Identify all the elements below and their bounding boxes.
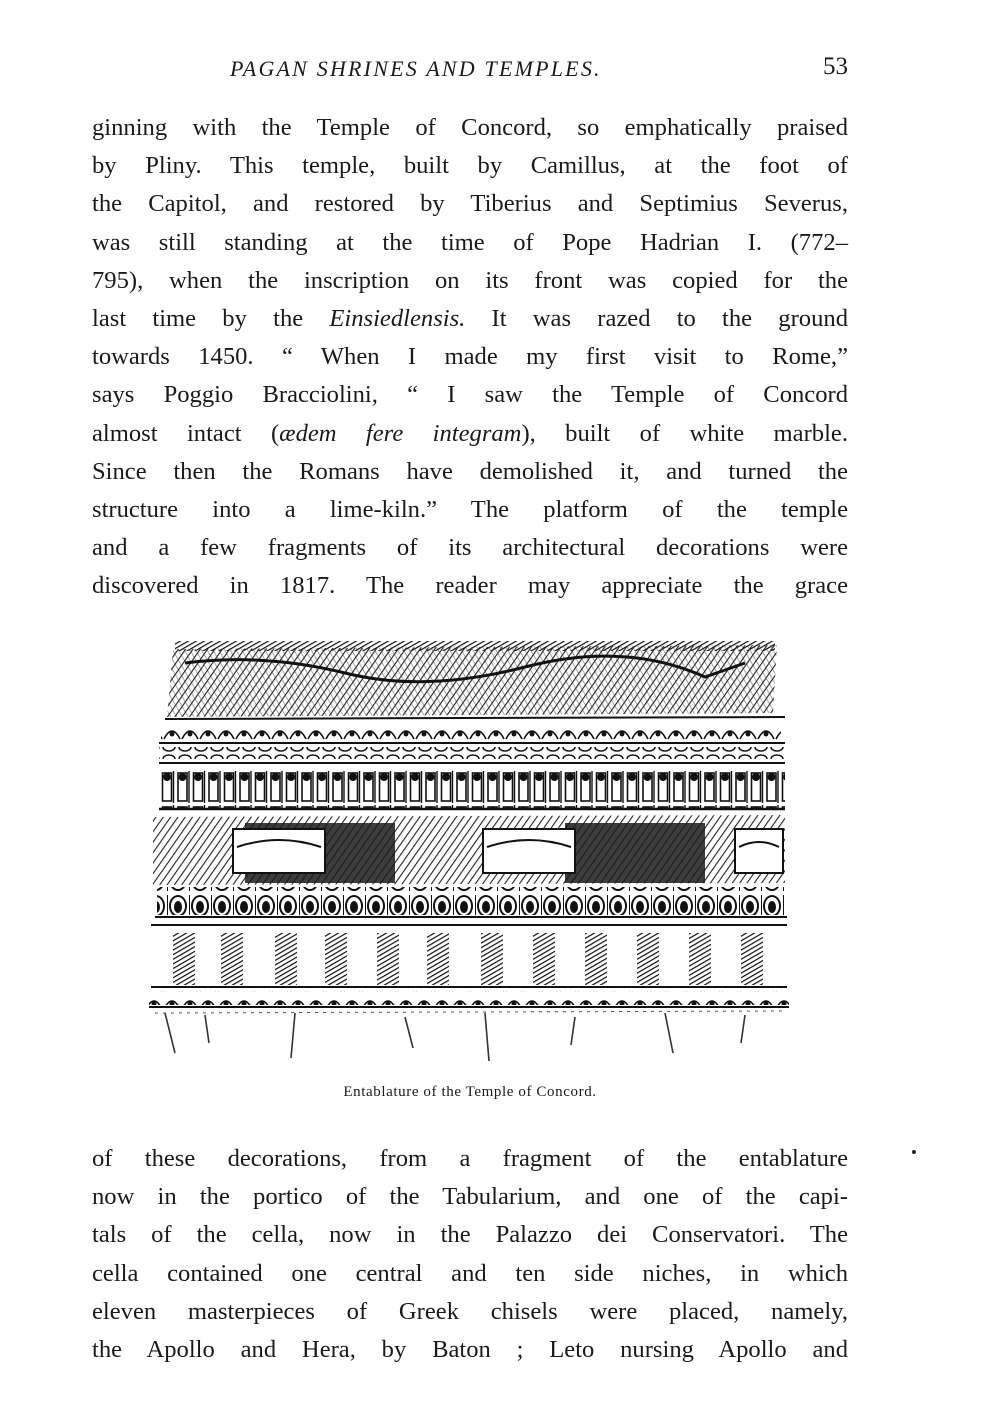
figure-caption: Entablature of the Temple of Concord. xyxy=(343,1084,597,1100)
text-line: says Poggio Bracciolini, “ I saw the Temple of Concord xyxy=(92,381,848,409)
text-run: almost intact ( xyxy=(92,419,280,447)
text-line xyxy=(92,415,848,453)
paragraph-top xyxy=(92,109,848,605)
text-line: the Capitol, and restored by Tiberius and Septimius Severus, xyxy=(92,190,848,218)
print-speck xyxy=(912,1150,916,1154)
text-line: ginning with the Temple of Concord, so emphatically praised xyxy=(92,114,848,141)
running-title: PAGAN SHRINES AND TEMPLES. xyxy=(230,56,602,81)
text-run: It was razed to the ground xyxy=(465,304,848,332)
text-run: last time by the xyxy=(92,304,330,332)
text-line: 795), when the inscription on its front was copied for the xyxy=(92,266,848,294)
entablature-engraving xyxy=(145,633,790,1063)
text-line: of these decorations, from a fragment of the entablature xyxy=(92,1145,848,1172)
text-line: Since then the Romans have demolished it, and turned the xyxy=(92,457,848,485)
text-line: now in the portico of the Tabularium, and one of the capi- xyxy=(92,1183,848,1211)
text-line: eleven masterpieces of Greek chisels were placed, namely, xyxy=(92,1297,848,1325)
running-head xyxy=(92,53,848,90)
text-line: the Apollo and Hera, by Baton ; Leto nursing Apollo and xyxy=(92,1335,848,1363)
text-run: ), built of white marble. xyxy=(521,419,848,447)
text-line: was still standing at the time of Pope Hadrian I. (772– xyxy=(92,228,848,256)
text-line: structure into a lime-kiln.” The platform of the temple xyxy=(92,495,848,523)
text-line: tals of the cella, now in the Palazzo dei Conservatori. The xyxy=(92,1221,848,1249)
text-line: cella contained one central and ten side niches, in which xyxy=(92,1259,848,1287)
paragraph-bottom xyxy=(92,1140,848,1369)
text-line: by Pliny. This temple, built by Camillus, at the foot of xyxy=(92,152,848,180)
text-line: discovered in 1817. The reader may appreciate the grace xyxy=(92,572,848,600)
page-number: 53 xyxy=(823,53,848,80)
italic-term: Einsiedlensis. xyxy=(329,304,466,332)
text-line xyxy=(92,300,848,338)
text-line: towards 1450. “ When I made my first visit to Rome,” xyxy=(92,343,848,371)
text-line: and a few fragments of its architectural decorations were xyxy=(92,534,848,562)
italic-latin-phrase: ædem fere integram xyxy=(279,419,522,447)
